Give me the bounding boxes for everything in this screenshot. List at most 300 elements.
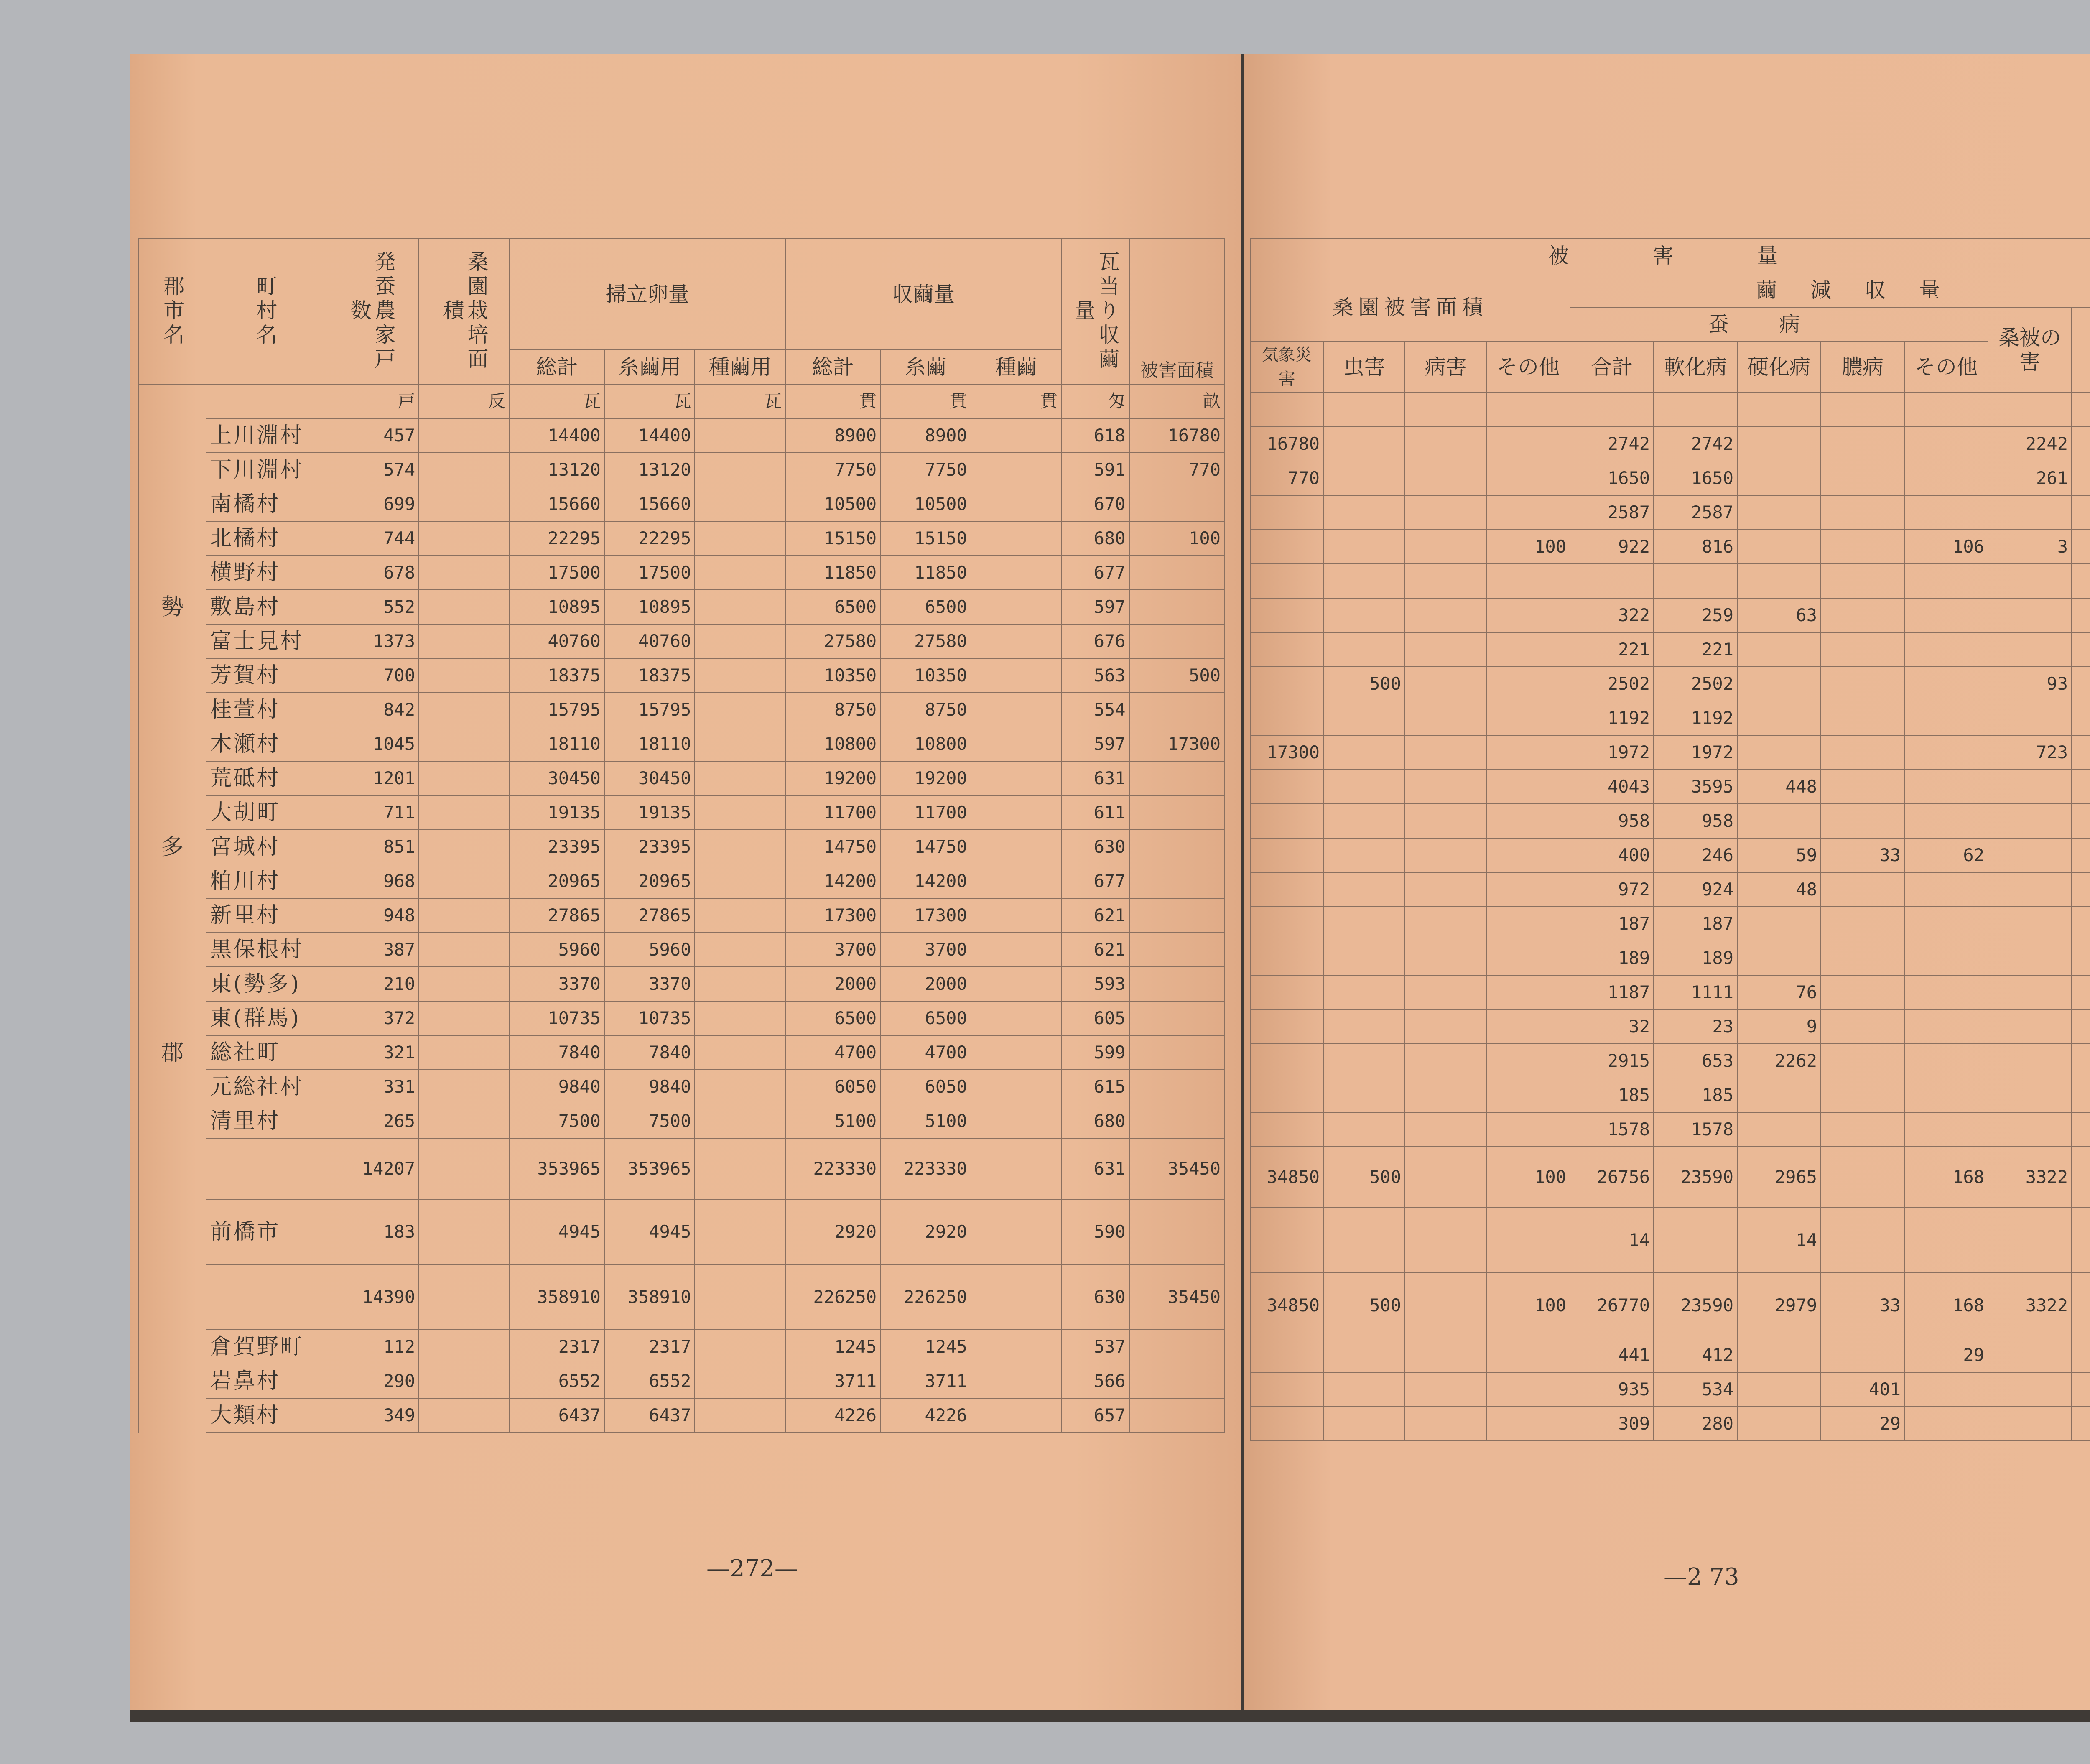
value-cell (695, 1035, 785, 1070)
value-cell (1323, 495, 1405, 530)
value-cell: 1373 (324, 624, 419, 658)
value-cell (1323, 427, 1405, 461)
value-cell (1821, 427, 1904, 461)
value-cell (1904, 427, 1988, 461)
value-cell: 7750 (880, 453, 971, 487)
value-cell: 851 (324, 830, 419, 864)
value-cell (1988, 632, 2072, 667)
value-cell: 457 (324, 418, 419, 453)
value-cell: 6552 (510, 1364, 604, 1398)
value-cell: 27580 (785, 624, 880, 658)
value-cell (971, 761, 1061, 795)
value-cell: 2317 (510, 1330, 604, 1364)
value-cell (971, 1364, 1061, 1398)
table-row (1250, 461, 2090, 495)
table-row (1250, 701, 2090, 735)
gun-cell (138, 1199, 206, 1264)
value-cell: 1650 (1570, 461, 1654, 495)
value-cell: 187 (1570, 907, 1654, 941)
value-cell: 2502 (1654, 667, 1737, 701)
table-row (1250, 941, 2090, 975)
value-cell: 621 (1061, 933, 1129, 967)
header-total (2072, 307, 2090, 393)
value-cell: 10735 (510, 1001, 604, 1035)
value-cell (971, 693, 1061, 727)
gun-cell (138, 1104, 206, 1138)
value-cell (1821, 770, 1904, 804)
value-cell (2072, 598, 2090, 632)
header-soft: 軟化病 (1654, 342, 1737, 393)
value-cell (695, 453, 785, 487)
value-cell: 5100 (880, 1104, 971, 1138)
value-cell (971, 1398, 1061, 1433)
value-cell: 3370 (510, 967, 604, 1001)
value-cell (1486, 1407, 1570, 1441)
value-cell (419, 967, 509, 1001)
town-name: 岩鼻村 (206, 1364, 324, 1398)
value-cell (1486, 1009, 1570, 1044)
value-cell (1323, 632, 1405, 667)
value-cell: 35450 (1129, 1138, 1224, 1199)
value-cell: 8900 (880, 418, 971, 453)
value-cell: 631 (1061, 1138, 1129, 1199)
value-cell: 972 (1570, 872, 1654, 907)
value-cell (695, 556, 785, 590)
table-row (1250, 1078, 2090, 1112)
town-name: 芳賀村 (206, 658, 324, 693)
value-cell (2072, 1407, 2090, 1441)
value-cell (1486, 1372, 1570, 1407)
town-name: 黒保根村 (206, 933, 324, 967)
unit-cell: 反 (419, 384, 509, 418)
value-cell (971, 898, 1061, 933)
value-cell: 537 (1061, 1330, 1129, 1364)
value-cell (419, 830, 509, 864)
value-cell: 17300 (785, 898, 880, 933)
value-cell: 7840 (510, 1035, 604, 1070)
value-cell (1988, 838, 2072, 872)
header-cocoon-silk: 糸繭 (880, 350, 971, 384)
value-cell: 2742 (1654, 427, 1737, 461)
value-cell: 168 (1904, 1147, 1988, 1208)
value-cell (1129, 624, 1224, 658)
value-cell (1570, 393, 1654, 427)
value-cell (695, 1398, 785, 1433)
value-cell (971, 590, 1061, 624)
gun-cell (138, 761, 206, 795)
value-cell: 6500 (880, 1001, 971, 1035)
value-cell: 8750 (785, 693, 880, 727)
value-cell (695, 1104, 785, 1138)
value-cell (1486, 907, 1570, 941)
value-cell (419, 727, 509, 761)
value-cell: 112 (324, 1330, 419, 1364)
gun-cell: 多 (138, 830, 206, 864)
value-cell: 924 (1654, 872, 1737, 907)
value-cell (1486, 461, 1570, 495)
value-cell (1405, 632, 1486, 667)
value-cell (1904, 1112, 1988, 1147)
table-row (1250, 838, 2090, 872)
value-cell (1904, 804, 1988, 838)
table-row (138, 624, 1224, 658)
header-mulberry-area: 桑園被害面積 (1250, 273, 1570, 342)
value-cell: 30450 (510, 761, 604, 795)
value-cell (1904, 735, 1988, 770)
value-cell: 677 (1061, 864, 1129, 898)
value-cell (1129, 864, 1224, 898)
value-cell (1405, 941, 1486, 975)
value-cell: 168 (1904, 1273, 1988, 1338)
value-cell (1821, 941, 1904, 975)
value-cell (1405, 975, 1486, 1009)
value-cell (2072, 1338, 2090, 1372)
value-cell: 4043 (1570, 770, 1654, 804)
value-cell: 5960 (510, 933, 604, 967)
value-cell: 18110 (604, 727, 695, 761)
value-cell (2072, 1147, 2090, 1208)
value-cell (1737, 1112, 1821, 1147)
value-cell: 1972 (1654, 735, 1737, 770)
value-cell (1988, 1372, 2072, 1407)
value-cell: 554 (1061, 693, 1129, 727)
units-row (1250, 393, 2090, 427)
value-cell: 15150 (785, 521, 880, 556)
header-cocoon: 収繭量 (785, 239, 1061, 350)
value-cell (695, 418, 785, 453)
value-cell: 22295 (604, 521, 695, 556)
value-cell (2072, 907, 2090, 941)
value-cell (419, 487, 509, 521)
value-cell: 3700 (880, 933, 971, 967)
value-cell: 11850 (880, 556, 971, 590)
value-cell: 11700 (880, 795, 971, 830)
value-cell (1904, 975, 1988, 1009)
value-cell (1821, 735, 1904, 770)
value-cell (1821, 1078, 1904, 1112)
value-cell (1323, 393, 1405, 427)
gun-cell (138, 1364, 206, 1398)
value-cell (1323, 1208, 1405, 1273)
value-cell: 591 (1061, 453, 1129, 487)
value-cell (1904, 564, 1988, 598)
value-cell (1988, 1112, 2072, 1147)
value-cell: 261 (1988, 461, 2072, 495)
value-cell (1486, 872, 1570, 907)
value-cell: 611 (1061, 795, 1129, 830)
value-cell (1129, 1199, 1224, 1264)
value-cell (1405, 1147, 1486, 1208)
value-cell (971, 1104, 1061, 1138)
table-row (138, 1398, 1224, 1433)
value-cell: 7500 (604, 1104, 695, 1138)
value-cell (971, 967, 1061, 1001)
value-cell (1129, 1364, 1224, 1398)
value-cell: 223330 (880, 1138, 971, 1199)
value-cell (1486, 632, 1570, 667)
unit-cell: 匁 (1061, 384, 1129, 418)
value-cell (1405, 1044, 1486, 1078)
table-row (138, 453, 1224, 487)
value-cell (1821, 598, 1904, 632)
value-cell: 15660 (510, 487, 604, 521)
value-cell (419, 1398, 509, 1433)
value-cell (1486, 495, 1570, 530)
value-cell (971, 418, 1061, 453)
value-cell (971, 727, 1061, 761)
header-mulberry: 桑園栽培面積 (419, 239, 509, 384)
value-cell (1737, 1407, 1821, 1441)
value-cell (1737, 701, 1821, 735)
value-cell (1988, 1078, 2072, 1112)
header-eggs-seed: 種繭用 (695, 350, 785, 384)
value-cell (1405, 1009, 1486, 1044)
value-cell (2072, 1009, 2090, 1044)
table-row (1250, 804, 2090, 838)
right-statistics-table (1250, 238, 2090, 1441)
header-pus: 膿病 (1821, 342, 1904, 393)
value-cell (1405, 701, 1486, 735)
value-cell: 566 (1061, 1364, 1129, 1398)
value-cell: 62 (1904, 838, 1988, 872)
value-cell (1129, 693, 1224, 727)
value-cell (1737, 632, 1821, 667)
value-cell: 599 (1061, 1035, 1129, 1070)
value-cell (2072, 495, 2090, 530)
value-cell: 189 (1654, 941, 1737, 975)
value-cell (1737, 427, 1821, 461)
value-cell (1654, 1208, 1737, 1273)
town-name: 下川淵村 (206, 453, 324, 487)
value-cell: 2920 (880, 1199, 971, 1264)
value-cell (1129, 795, 1224, 830)
value-cell (1250, 1407, 1323, 1441)
value-cell: 4945 (604, 1199, 695, 1264)
value-cell (2072, 427, 2090, 461)
value-cell (1486, 975, 1570, 1009)
value-cell: 958 (1570, 804, 1654, 838)
value-cell (971, 933, 1061, 967)
value-cell (1486, 701, 1570, 735)
value-cell: 1111 (1654, 975, 1737, 1009)
town-name: 倉賀野町 (206, 1330, 324, 1364)
table-row (138, 1364, 1224, 1398)
table-row (138, 556, 1224, 590)
value-cell (1323, 1112, 1405, 1147)
value-cell (1737, 530, 1821, 564)
value-cell (1821, 1147, 1904, 1208)
value-cell (419, 761, 509, 795)
value-cell: 17300 (880, 898, 971, 933)
value-cell (2072, 701, 2090, 735)
town-name: 北橘村 (206, 521, 324, 556)
value-cell (971, 453, 1061, 487)
value-cell: 189 (1570, 941, 1654, 975)
value-cell (1988, 495, 2072, 530)
value-cell (695, 933, 785, 967)
value-cell: 657 (1061, 1398, 1129, 1433)
town-name: 大胡町 (206, 795, 324, 830)
value-cell: 3711 (785, 1364, 880, 1398)
value-cell: 400 (1570, 838, 1654, 872)
value-cell: 1245 (880, 1330, 971, 1364)
value-cell (1250, 667, 1323, 701)
town-name: 上川淵村 (206, 418, 324, 453)
value-cell (2072, 735, 2090, 770)
value-cell: 3711 (880, 1364, 971, 1398)
value-cell (1988, 701, 2072, 735)
header-sum: 合計 (1570, 342, 1654, 393)
value-cell (1904, 632, 1988, 667)
value-cell (1737, 495, 1821, 530)
value-cell (1486, 598, 1570, 632)
value-cell: 677 (1061, 556, 1129, 590)
gun-cell (138, 693, 206, 727)
table-row (1250, 427, 2090, 461)
value-cell: 23590 (1654, 1273, 1737, 1338)
value-cell: 3322 (1988, 1273, 2072, 1338)
table-row (1250, 907, 2090, 941)
value-cell: 3370 (604, 967, 695, 1001)
value-cell: 15795 (510, 693, 604, 727)
value-cell (1405, 1407, 1486, 1441)
table-row (1250, 1338, 2090, 1372)
value-cell (419, 1330, 509, 1364)
value-cell (1323, 701, 1405, 735)
gun-cell (138, 727, 206, 761)
value-cell: 223330 (785, 1138, 880, 1199)
value-cell: 968 (324, 864, 419, 898)
value-cell (1250, 1372, 1323, 1407)
gun-cell: 勢 (138, 590, 206, 624)
gun-cell (138, 967, 206, 1001)
value-cell: 1650 (1654, 461, 1737, 495)
value-cell: 22295 (510, 521, 604, 556)
value-cell (1323, 770, 1405, 804)
value-cell (1821, 804, 1904, 838)
table-row (138, 795, 1224, 830)
unit-cell: 貫 (880, 384, 971, 418)
table-row (138, 590, 1224, 624)
value-cell (1988, 770, 2072, 804)
header-eggs-silk: 糸繭用 (604, 350, 695, 384)
table-row (1250, 530, 2090, 564)
value-cell (1250, 804, 1323, 838)
value-cell (1904, 598, 1988, 632)
table-row (1250, 1044, 2090, 1078)
value-cell (695, 1330, 785, 1364)
value-cell: 935 (1570, 1372, 1654, 1407)
table-row (1250, 632, 2090, 667)
value-cell (419, 521, 509, 556)
value-cell: 770 (1129, 453, 1224, 487)
town-name: 富士見村 (206, 624, 324, 658)
value-cell (1821, 872, 1904, 907)
value-cell: 9840 (604, 1070, 695, 1104)
header-silkworm-disease: 蚕病 (1570, 307, 1988, 342)
header-gun: 郡市名 (138, 239, 206, 384)
header-other-disease: その他 (1904, 342, 1988, 393)
value-cell: 723 (1988, 735, 2072, 770)
value-cell (1737, 804, 1821, 838)
value-cell: 615 (1061, 1070, 1129, 1104)
value-cell: 34850 (1250, 1273, 1323, 1338)
value-cell: 1045 (324, 727, 419, 761)
value-cell: 1187 (1570, 975, 1654, 1009)
value-cell: 10895 (510, 590, 604, 624)
value-cell (971, 1264, 1061, 1330)
value-cell: 15150 (880, 521, 971, 556)
value-cell (1486, 804, 1570, 838)
value-cell (2072, 461, 2090, 495)
unit-cell: 瓦 (695, 384, 785, 418)
value-cell (1737, 1372, 1821, 1407)
town-name: 元総社村 (206, 1070, 324, 1104)
value-cell (1250, 1078, 1323, 1112)
value-cell (971, 830, 1061, 864)
table-row (138, 1330, 1224, 1364)
value-cell: 13120 (510, 453, 604, 487)
value-cell: 744 (324, 521, 419, 556)
town-name: 荒砥村 (206, 761, 324, 795)
table-row (138, 761, 1224, 795)
value-cell (695, 1070, 785, 1104)
value-cell (1129, 967, 1224, 1001)
value-cell (695, 795, 785, 830)
value-cell (1821, 564, 1904, 598)
value-cell: 14400 (510, 418, 604, 453)
value-cell: 11850 (785, 556, 880, 590)
value-cell (1250, 1208, 1323, 1273)
value-cell (1904, 701, 1988, 735)
value-cell (695, 1001, 785, 1035)
value-cell (1129, 487, 1224, 521)
value-cell (1486, 564, 1570, 598)
value-cell (1323, 1009, 1405, 1044)
value-cell: 653 (1654, 1044, 1737, 1078)
value-cell: 10735 (604, 1001, 695, 1035)
value-cell (1323, 461, 1405, 495)
value-cell: 185 (1654, 1078, 1737, 1112)
table-row (138, 1001, 1224, 1035)
left-statistics-table (138, 238, 1225, 1433)
value-cell (1821, 1009, 1904, 1044)
value-cell: 372 (324, 1001, 419, 1035)
value-cell: 16780 (1250, 427, 1323, 461)
table-row (138, 864, 1224, 898)
value-cell: 40760 (510, 624, 604, 658)
value-cell: 29 (1904, 1338, 1988, 1372)
value-cell (2072, 838, 2090, 872)
value-cell: 20965 (510, 864, 604, 898)
table-row (1250, 495, 2090, 530)
value-cell (1405, 393, 1486, 427)
value-cell: 1192 (1654, 701, 1737, 735)
value-cell: 621 (1061, 898, 1129, 933)
value-cell (2072, 1273, 2090, 1338)
value-cell (971, 521, 1061, 556)
value-cell: 226250 (880, 1264, 971, 1330)
value-cell (1323, 598, 1405, 632)
value-cell (1405, 495, 1486, 530)
value-cell: 221 (1570, 632, 1654, 667)
value-cell (1988, 393, 2072, 427)
total-name (206, 1264, 324, 1330)
value-cell (1988, 1338, 2072, 1372)
value-cell (1486, 1338, 1570, 1372)
value-cell: 2317 (604, 1330, 695, 1364)
value-cell (419, 624, 509, 658)
